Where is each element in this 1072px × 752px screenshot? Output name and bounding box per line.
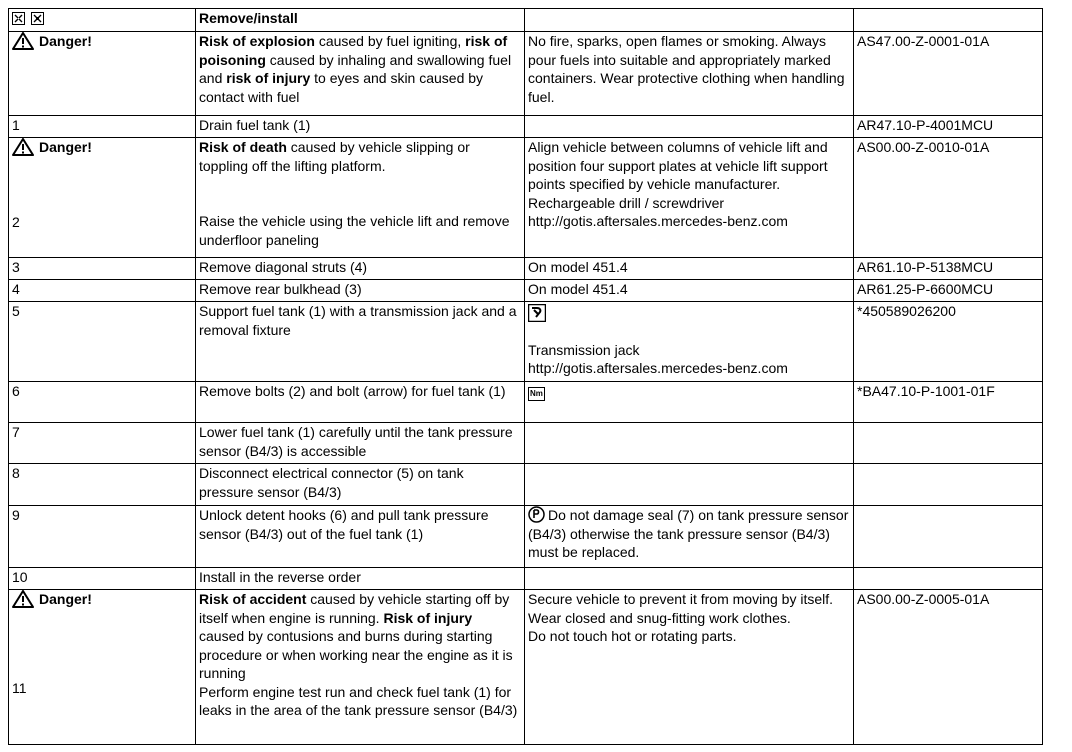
safety-measures: Wear closed and snug-fitting work clothes. [528, 609, 791, 626]
step-number: 1 [9, 116, 196, 138]
tool-link[interactable]: http://gotis.aftersales.mercedes-benz.com [528, 360, 788, 376]
reference-link[interactable]: AS47.00-Z-0001-01A [854, 32, 1043, 116]
danger-row-lift [9, 138, 1043, 258]
step-note: Do not damage seal (7) on tank pressure sensor (B4/3) otherwise the tank pressure sensor (B4/3) must be replaced. [528, 507, 849, 560]
step-text: Install in the reverse order [196, 568, 525, 590]
step-row-10 [9, 568, 1043, 590]
warning-icon [12, 138, 34, 156]
reference-link[interactable]: AS00.00-Z-0005-01A [854, 590, 1043, 745]
safety-measures: Secure vehicle to prevent it from moving by itself. [528, 591, 834, 607]
collapse-icon[interactable] [31, 12, 44, 25]
step-row-8 [9, 464, 1043, 506]
safety-measures: Align vehicle between columns of vehicle lift and position four support plates at vehicle lift support points specified by vehicle manufacturer. [528, 139, 828, 192]
tool-name: Rechargeable drill / screwdriver [528, 194, 725, 211]
step-number: 3 [9, 258, 196, 280]
reference-link[interactable]: *BA47.10-P-1001-01F [854, 382, 1043, 423]
hazard-text: Risk of accident caused by vehicle starting off by itself when engine is running. Risk of injury caused by contusions and burns during starting procedure or when working near the engine as it is running [199, 591, 513, 681]
note-icon [528, 506, 545, 523]
step-number: 10 [9, 568, 196, 590]
step-text: Perform engine test run and check fuel tank (1) for leaks in the area of the tank pressure sensor (B4/3) [199, 683, 518, 718]
tool-link[interactable]: http://gotis.aftersales.mercedes-benz.com [528, 213, 788, 229]
step-row-4 [9, 280, 1043, 302]
step-note: On model 451.4 [525, 280, 854, 302]
safety-measures: No fire, sparks, open flames or smoking. Always pour fuels into suitable and appropriately marked containers. Wear protective clothing when handling fuel. [525, 32, 854, 116]
step-row-9 [9, 506, 1043, 568]
header-title: Remove/install [196, 9, 525, 32]
step-number: 2 [12, 213, 20, 230]
step-row-5 [9, 302, 1043, 382]
hazard-text: Risk of death caused by vehicle slipping or toppling off the lifting platform. [199, 139, 470, 174]
reference-link[interactable]: AR47.10-P-4001MCU [854, 116, 1043, 138]
step-text: Disconnect electrical connector (5) on tank pressure sensor (B4/3) [196, 464, 525, 506]
step-number: 6 [9, 382, 196, 423]
reference-link[interactable]: AR61.25-P-6600MCU [854, 280, 1043, 302]
step-text: Remove rear bulkhead (3) [196, 280, 525, 302]
danger-row-accident [9, 590, 1043, 745]
step-row-1 [9, 116, 1043, 138]
step-text: Raise the vehicle using the vehicle lift and remove underfloor paneling [199, 213, 510, 248]
step-number: 4 [9, 280, 196, 302]
torque-nm-icon[interactable]: Nm [528, 387, 545, 401]
warning-icon [12, 590, 34, 608]
safety-measures: Do not touch hot or rotating parts. [528, 628, 737, 644]
step-text: Unlock detent hooks (6) and pull tank pressure sensor (B4/3) out of the fuel tank (1) [196, 506, 525, 568]
step-note: On model 451.4 [525, 258, 854, 280]
expand-icon[interactable] [12, 12, 25, 25]
special-tool-icon[interactable] [528, 304, 546, 322]
step-number: 5 [9, 302, 196, 382]
danger-row-explosion [9, 32, 1043, 116]
header-icons-cell [9, 9, 196, 32]
step-number: 8 [9, 464, 196, 506]
step-row-7 [9, 423, 1043, 464]
step-text: Drain fuel tank (1) [196, 116, 525, 138]
hazard-text: Risk of explosion caused by fuel igniting, risk of poisoning caused by inhaling and swallowing fuel and risk of injury to eyes and skin caused by contact with fuel [196, 32, 525, 116]
reference-link[interactable]: AS00.00-Z-0010-01A [854, 138, 1043, 258]
step-row-6 [9, 382, 1043, 423]
reference-link[interactable]: AR61.10-P-5138MCU [854, 258, 1043, 280]
danger-label: Danger! [39, 33, 92, 49]
tool-name: Transmission jack [528, 341, 640, 358]
step-number: 7 [9, 423, 196, 464]
danger-label: Danger! [39, 591, 92, 607]
tool-number[interactable]: *450589026200 [854, 302, 1043, 382]
step-text: Support fuel tank (1) with a transmission jack and a removal fixture [196, 302, 525, 382]
step-row-3 [9, 258, 1043, 280]
danger-label: Danger! [39, 139, 92, 155]
procedure-table [8, 8, 1043, 745]
step-text: Lower fuel tank (1) carefully until the tank pressure sensor (B4/3) is accessible [196, 423, 525, 464]
header-row [9, 9, 1043, 32]
step-number: 9 [9, 506, 196, 568]
step-text: Remove bolts (2) and bolt (arrow) for fuel tank (1) [196, 382, 525, 423]
warning-icon [12, 32, 34, 50]
step-number: 11 [12, 679, 27, 696]
step-text: Remove diagonal struts (4) [196, 258, 525, 280]
